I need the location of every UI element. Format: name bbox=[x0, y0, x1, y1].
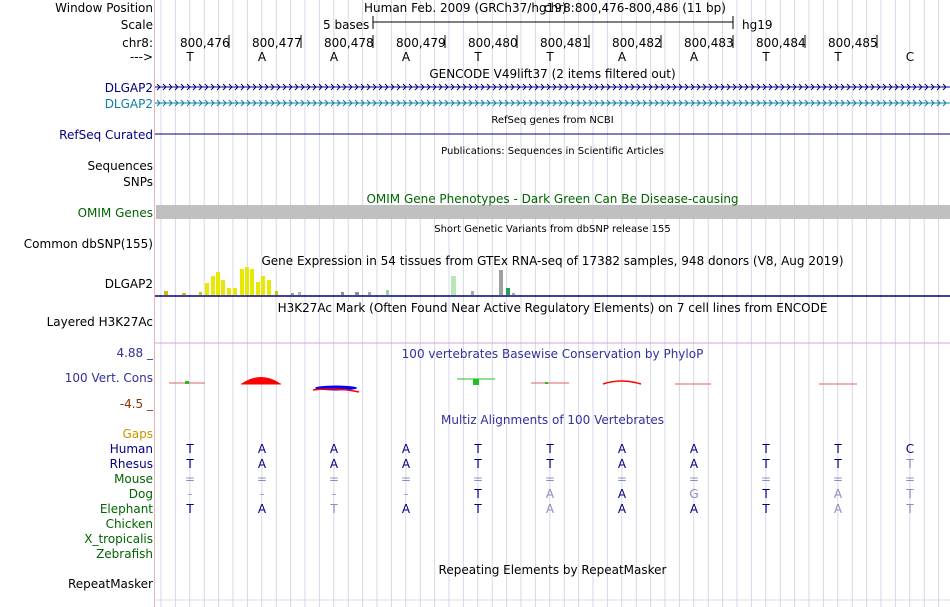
alignment-base: T bbox=[186, 442, 194, 456]
alignment-base: T bbox=[906, 457, 914, 471]
alignment-base: A bbox=[617, 502, 627, 516]
omim-gene-bar[interactable] bbox=[156, 205, 950, 219]
refseq-track-title[interactable]: RefSeq genes from NCBI bbox=[491, 115, 614, 126]
alignment-base: = bbox=[472, 472, 484, 486]
species-label[interactable]: Dog bbox=[128, 487, 153, 501]
ruler-position-label: 800,481 bbox=[540, 36, 590, 50]
alignment-base: T bbox=[330, 502, 338, 516]
gtex-bar bbox=[506, 288, 510, 295]
gtex-bar bbox=[451, 276, 456, 295]
repeatmasker-track-title[interactable]: Repeating Elements by RepeatMasker bbox=[438, 563, 667, 577]
alignment-base: T bbox=[546, 457, 554, 471]
conservation-glyphs[interactable] bbox=[169, 377, 857, 392]
alignment-base: T bbox=[474, 487, 482, 501]
alignment-base: = bbox=[400, 472, 412, 486]
track-label-h3k27ac[interactable]: Layered H3K27Ac bbox=[46, 315, 153, 329]
track-label-omim[interactable]: OMIM Genes bbox=[77, 206, 153, 220]
gencode-track[interactable] bbox=[155, 84, 950, 106]
h3k27ac-track-title[interactable]: H3K27Ac Mark (Often Found Near Active Regulatory Elements) on 7 cell lines from ENCODE bbox=[277, 301, 828, 315]
reference-base: A bbox=[689, 50, 699, 64]
species-label[interactable]: Rhesus bbox=[109, 457, 153, 471]
reference-base: T bbox=[834, 50, 842, 64]
gtex-bar bbox=[221, 280, 225, 295]
position-range: chr8:800,476-800,486 (11 bp) bbox=[544, 1, 726, 15]
reference-base: T bbox=[762, 50, 770, 64]
gtex-bar bbox=[499, 270, 503, 295]
gtex-bar bbox=[471, 291, 474, 295]
alignment-base: T bbox=[474, 442, 482, 456]
gtex-bar bbox=[205, 283, 209, 295]
ruler-position-label: 800,480 bbox=[468, 36, 518, 50]
species-label[interactable]: Zebrafish bbox=[96, 547, 153, 561]
track-label-dbsnp[interactable]: Common dbSNP(155) bbox=[23, 237, 153, 251]
track-label-refseq[interactable]: RefSeq Curated bbox=[59, 128, 153, 142]
alignment-base: - bbox=[259, 487, 265, 501]
gtex-bar bbox=[291, 293, 294, 295]
alignment-base: = bbox=[904, 472, 916, 486]
alignment-base: A bbox=[617, 442, 627, 456]
alignment-base: T bbox=[474, 457, 482, 471]
alignment-base: = bbox=[832, 472, 844, 486]
omim-track-title[interactable]: OMIM Gene Phenotypes - Dark Green Can Be Disease-causing bbox=[366, 192, 739, 206]
alignment-base: T bbox=[906, 487, 914, 501]
track-label-gencode-dlgap2-1[interactable]: DLGAP2 bbox=[104, 81, 153, 95]
track-label-sequences[interactable]: Sequences bbox=[87, 159, 153, 173]
gtex-bar bbox=[233, 288, 237, 295]
alignment-base: - bbox=[331, 487, 337, 501]
reference-base: T bbox=[474, 50, 482, 64]
alignment-base: T bbox=[834, 442, 842, 456]
alignment-base: - bbox=[187, 487, 193, 501]
alignment-base: T bbox=[762, 457, 770, 471]
alignment-base: A bbox=[545, 487, 555, 501]
alignment-base: A bbox=[257, 457, 267, 471]
gtex-bar bbox=[256, 282, 260, 295]
alignment-base: A bbox=[617, 487, 627, 501]
gtex-bar bbox=[298, 292, 301, 295]
dbsnp-track-title[interactable]: Short Genetic Variants from dbSNP release 155 bbox=[434, 224, 671, 235]
gtex-bar bbox=[211, 276, 215, 295]
alignment-base: A bbox=[689, 502, 699, 516]
species-label[interactable]: Human bbox=[109, 442, 153, 456]
alignment-base: C bbox=[905, 442, 915, 456]
alignment-base: T bbox=[834, 457, 842, 471]
reference-base: A bbox=[401, 50, 411, 64]
multiz-track-title[interactable]: Multiz Alignments of 100 Vertebrates bbox=[440, 413, 665, 427]
alignment-base: A bbox=[401, 502, 411, 516]
chr-label: chr8: bbox=[122, 36, 153, 50]
track-label-gencode-dlgap2-2[interactable]: DLGAP2 bbox=[104, 97, 153, 111]
gtex-bar bbox=[227, 288, 231, 295]
ruler-position-label: 800,477 bbox=[252, 36, 302, 50]
gtex-bar bbox=[275, 291, 278, 295]
alignment-base: T bbox=[762, 487, 770, 501]
track-label-repeatmasker[interactable]: RepeatMasker bbox=[67, 577, 153, 591]
alignment-base: = bbox=[616, 472, 628, 486]
gtex-bar bbox=[341, 292, 344, 295]
gtex-bar bbox=[199, 292, 202, 295]
alignment-base: A bbox=[329, 442, 339, 456]
track-label-gaps[interactable]: Gaps bbox=[122, 427, 153, 441]
alignment-base: A bbox=[257, 442, 267, 456]
scale-label: Scale bbox=[120, 18, 153, 32]
alignment-base: A bbox=[833, 502, 843, 516]
alignment-base: A bbox=[257, 502, 267, 516]
alignment-base: A bbox=[689, 442, 699, 456]
alignment-base: = bbox=[328, 472, 340, 486]
gtex-bar bbox=[267, 280, 271, 295]
gtex-bar bbox=[182, 293, 186, 295]
alignment-base: T bbox=[906, 502, 914, 516]
ruler-position-label: 800,478 bbox=[324, 36, 374, 50]
gtex-bar bbox=[245, 267, 249, 295]
gencode-track-title[interactable]: GENCODE V49lift37 (2 items filtered out) bbox=[429, 67, 676, 81]
conservation-min-label: -4.5 _ bbox=[119, 397, 153, 411]
gtex-bar bbox=[250, 269, 254, 295]
alignment-base: = bbox=[184, 472, 196, 486]
species-label[interactable]: Elephant bbox=[99, 502, 153, 516]
alignment-base: G bbox=[689, 487, 699, 501]
gtex-bar bbox=[261, 276, 265, 295]
ruler-position-label: 800,483 bbox=[684, 36, 734, 50]
gtex-bar bbox=[240, 269, 244, 295]
species-label[interactable]: X_tropicalis bbox=[84, 532, 153, 546]
alignment-base: T bbox=[474, 502, 482, 516]
scale-text: 5 bases bbox=[323, 18, 370, 32]
track-label-conservation[interactable]: 100 Vert. Cons bbox=[64, 371, 153, 385]
gtex-bar bbox=[386, 290, 389, 295]
species-label[interactable]: Chicken bbox=[105, 517, 153, 531]
gtex-bar bbox=[164, 291, 168, 295]
alignment-base: T bbox=[186, 502, 194, 516]
gtex-expression-bars[interactable] bbox=[155, 267, 950, 296]
alignment-base: A bbox=[545, 502, 555, 516]
alignment-base: = bbox=[256, 472, 268, 486]
ruler-position-label: 800,484 bbox=[756, 36, 806, 50]
assembly-title: Human Feb. 2009 (GRCh37/hg19) bbox=[364, 1, 567, 15]
reference-base: A bbox=[329, 50, 339, 64]
species-label[interactable]: Mouse bbox=[114, 472, 153, 486]
publications-track-title[interactable]: Publications: Sequences in Scientific Articles bbox=[441, 146, 664, 157]
alignment-base: T bbox=[546, 442, 554, 456]
reference-base: C bbox=[905, 50, 915, 64]
alignment-base: T bbox=[762, 442, 770, 456]
alignment-base: - bbox=[403, 487, 409, 501]
alignment-base: A bbox=[833, 487, 843, 501]
reference-base: T bbox=[546, 50, 554, 64]
db-name: hg19 bbox=[742, 18, 773, 32]
gtex-track-title[interactable]: Gene Expression in 54 tissues from GTEx RNA-seq of 17382 samples, 948 donors (V8, Aug 2019) bbox=[261, 254, 844, 268]
ruler-position-label: 800,485 bbox=[828, 36, 878, 50]
track-label-snps[interactable]: SNPs bbox=[123, 175, 153, 189]
ruler-position-label: 800,476 bbox=[180, 36, 230, 50]
alignment-base: = bbox=[544, 472, 556, 486]
reference-base: T bbox=[186, 50, 194, 64]
alignment-base: A bbox=[617, 457, 627, 471]
reference-base: A bbox=[257, 50, 267, 64]
track-label-gtex[interactable]: DLGAP2 bbox=[104, 277, 153, 291]
gtex-bar bbox=[216, 272, 220, 295]
alignment-base: A bbox=[401, 442, 411, 456]
alignment-base: T bbox=[762, 502, 770, 516]
ruler-position-label: 800,482 bbox=[612, 36, 662, 50]
gtex-bar bbox=[355, 292, 359, 295]
alignment-base: T bbox=[186, 457, 194, 471]
alignment-base: A bbox=[401, 457, 411, 471]
alignment-base: = bbox=[760, 472, 772, 486]
ruler-position-label: 800,479 bbox=[396, 36, 446, 50]
conservation-max-label: 4.88 _ bbox=[116, 346, 153, 360]
alignment-base: A bbox=[689, 457, 699, 471]
reference-base: A bbox=[617, 50, 627, 64]
conservation-track-title[interactable]: 100 vertebrates Basewise Conservation by PhyloP bbox=[401, 347, 704, 361]
gtex-bar bbox=[512, 293, 515, 295]
alignment-base: A bbox=[329, 457, 339, 471]
alignment-base: = bbox=[688, 472, 700, 486]
window-position-label: Window Position bbox=[55, 1, 153, 15]
strand-label: ---> bbox=[129, 50, 153, 64]
gtex-bar bbox=[368, 292, 371, 295]
